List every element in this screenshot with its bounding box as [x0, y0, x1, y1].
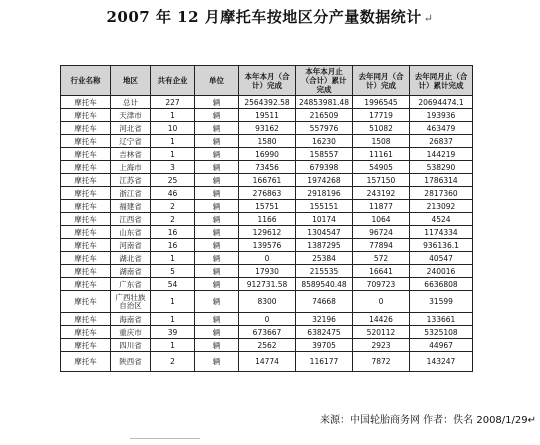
- cell-month-output: 276863: [239, 187, 296, 200]
- cell-industry: 摩托车: [61, 352, 111, 372]
- cell-unit: 辆: [195, 239, 239, 252]
- cell-month-output: 73456: [239, 161, 296, 174]
- cell-month-output: 14774: [239, 352, 296, 372]
- table-row: [61, 252, 473, 265]
- cell-lastyear-month: 572: [353, 252, 410, 265]
- cell-lastyear-month: 157150: [353, 174, 410, 187]
- header-month-output: 本年本月（合计）完成: [239, 66, 296, 96]
- cell-ytd-output: 24853981.48: [296, 96, 353, 109]
- cell-region: 广东省: [111, 278, 151, 291]
- cell-enterprises: 1: [151, 339, 195, 352]
- cell-unit: 辆: [195, 122, 239, 135]
- cell-lastyear-month: 17719: [353, 109, 410, 122]
- cell-region: 山东省: [111, 226, 151, 239]
- table-row: [61, 122, 473, 135]
- cell-ytd-output: 215535: [296, 265, 353, 278]
- cell-unit: 辆: [195, 135, 239, 148]
- cell-lastyear-month: 14426: [353, 313, 410, 326]
- cell-industry: 摩托车: [61, 187, 111, 200]
- cell-unit: 辆: [195, 200, 239, 213]
- cell-month-output: 129612: [239, 226, 296, 239]
- cell-industry: 摩托车: [61, 278, 111, 291]
- table-row: [61, 226, 473, 239]
- cell-region: 河北省: [111, 122, 151, 135]
- cell-industry: 摩托车: [61, 148, 111, 161]
- cell-unit: 辆: [195, 352, 239, 372]
- cell-lastyear-month: 77894: [353, 239, 410, 252]
- cell-month-output: 19511: [239, 109, 296, 122]
- cell-lastyear-ytd: 133661: [410, 313, 473, 326]
- cell-lastyear-ytd: 240016: [410, 265, 473, 278]
- cell-lastyear-ytd: 26837: [410, 135, 473, 148]
- cell-lastyear-ytd: 936136.1: [410, 239, 473, 252]
- table-body: [61, 96, 473, 372]
- table-row: [61, 339, 473, 352]
- cell-region: 福建省: [111, 200, 151, 213]
- cell-enterprises: 1: [151, 135, 195, 148]
- cell-ytd-output: 6382475: [296, 326, 353, 339]
- cell-enterprises: 2: [151, 213, 195, 226]
- cell-region: 江苏省: [111, 174, 151, 187]
- cell-enterprises: 1: [151, 291, 195, 313]
- header-industry: 行业名称: [61, 66, 111, 96]
- cell-lastyear-month: 16641: [353, 265, 410, 278]
- cell-ytd-output: 10174: [296, 213, 353, 226]
- cell-region: 陕西省: [111, 352, 151, 372]
- cell-unit: 辆: [195, 109, 239, 122]
- table-row: [61, 291, 473, 313]
- cell-region: 湖北省: [111, 252, 151, 265]
- cell-month-output: 0: [239, 313, 296, 326]
- cell-lastyear-month: 2923: [353, 339, 410, 352]
- table-row: [61, 148, 473, 161]
- cell-industry: 摩托车: [61, 213, 111, 226]
- cell-enterprises: 5: [151, 265, 195, 278]
- cell-industry: 摩托车: [61, 135, 111, 148]
- cell-unit: 辆: [195, 313, 239, 326]
- cell-enterprises: 16: [151, 239, 195, 252]
- cell-enterprises: 16: [151, 226, 195, 239]
- cell-ytd-output: 1974268: [296, 174, 353, 187]
- header-lastyear-ytd: 去年同月止（合计）累计完成: [410, 66, 473, 96]
- cell-ytd-output: 116177: [296, 352, 353, 372]
- cell-industry: 摩托车: [61, 326, 111, 339]
- cell-lastyear-ytd: 31599: [410, 291, 473, 313]
- table-row: [61, 109, 473, 122]
- table-row: [61, 352, 473, 372]
- cell-enterprises: 1: [151, 252, 195, 265]
- cell-industry: 摩托车: [61, 339, 111, 352]
- table-row: [61, 265, 473, 278]
- cell-lastyear-ytd: 1174334: [410, 226, 473, 239]
- table-row: [61, 213, 473, 226]
- cell-lastyear-ytd: 193936: [410, 109, 473, 122]
- cell-month-output: 912731.58: [239, 278, 296, 291]
- cell-region: 广西壮族自治区: [111, 291, 151, 313]
- cell-month-output: 1166: [239, 213, 296, 226]
- cell-region: 天津市: [111, 109, 151, 122]
- cell-ytd-output: 557976: [296, 122, 353, 135]
- divider: [130, 438, 200, 439]
- cell-enterprises: 1: [151, 148, 195, 161]
- cell-lastyear-ytd: 40547: [410, 252, 473, 265]
- cell-region: 江西省: [111, 213, 151, 226]
- title-text: 2007 年 12 月摩托车按地区分产量数据统计: [106, 8, 422, 26]
- cell-unit: 辆: [195, 213, 239, 226]
- cell-industry: 摩托车: [61, 265, 111, 278]
- cell-unit: 辆: [195, 187, 239, 200]
- cell-lastyear-ytd: 143247: [410, 352, 473, 372]
- cell-month-output: 0: [239, 252, 296, 265]
- cell-ytd-output: 2918196: [296, 187, 353, 200]
- cell-month-output: 673667: [239, 326, 296, 339]
- cell-region: 海南省: [111, 313, 151, 326]
- cell-ytd-output: 158557: [296, 148, 353, 161]
- cell-industry: 摩托车: [61, 200, 111, 213]
- cell-month-output: 2564392.58: [239, 96, 296, 109]
- cell-region: 上海市: [111, 161, 151, 174]
- cell-ytd-output: 74668: [296, 291, 353, 313]
- table-row: [61, 174, 473, 187]
- cell-month-output: 15751: [239, 200, 296, 213]
- cell-month-output: 139576: [239, 239, 296, 252]
- cell-lastyear-ytd: 144219: [410, 148, 473, 161]
- cell-enterprises: 54: [151, 278, 195, 291]
- cell-lastyear-month: 1064: [353, 213, 410, 226]
- cell-ytd-output: 8589540.48: [296, 278, 353, 291]
- cell-unit: 辆: [195, 174, 239, 187]
- cell-enterprises: 2: [151, 200, 195, 213]
- cell-enterprises: 2: [151, 352, 195, 372]
- cell-enterprises: 10: [151, 122, 195, 135]
- paragraph-mark: ↵: [423, 12, 434, 25]
- header-lastyear-month: 去年同月（合计）完成: [353, 66, 410, 96]
- table-row: [61, 135, 473, 148]
- cell-lastyear-month: 709723: [353, 278, 410, 291]
- cell-month-output: 93162: [239, 122, 296, 135]
- cell-region: 湖南省: [111, 265, 151, 278]
- cell-ytd-output: 32196: [296, 313, 353, 326]
- cell-month-output: 1580: [239, 135, 296, 148]
- cell-lastyear-ytd: 1786314: [410, 174, 473, 187]
- cell-ytd-output: 25384: [296, 252, 353, 265]
- header-ytd-output: 本年本月止（合计）累计完成: [296, 66, 353, 96]
- cell-unit: 辆: [195, 96, 239, 109]
- cell-ytd-output: 1304547: [296, 226, 353, 239]
- cell-industry: 摩托车: [61, 226, 111, 239]
- cell-enterprises: 25: [151, 174, 195, 187]
- table-row: [61, 239, 473, 252]
- cell-industry: 摩托车: [61, 161, 111, 174]
- header-unit: 单位: [195, 66, 239, 96]
- cell-enterprises: 227: [151, 96, 195, 109]
- cell-lastyear-month: 520112: [353, 326, 410, 339]
- header-region: 地区: [111, 66, 151, 96]
- cell-enterprises: 3: [151, 161, 195, 174]
- cell-industry: 摩托车: [61, 96, 111, 109]
- cell-region: 吉林省: [111, 148, 151, 161]
- cell-lastyear-month: 51082: [353, 122, 410, 135]
- cell-ytd-output: 1387295: [296, 239, 353, 252]
- production-table: [60, 65, 473, 372]
- cell-unit: 辆: [195, 226, 239, 239]
- header-enterprises: 共有企业: [151, 66, 195, 96]
- cell-region: 重庆市: [111, 326, 151, 339]
- cell-lastyear-ytd: 44967: [410, 339, 473, 352]
- cell-region: 浙江省: [111, 187, 151, 200]
- cell-month-output: 166761: [239, 174, 296, 187]
- cell-ytd-output: 216509: [296, 109, 353, 122]
- table-row: [61, 278, 473, 291]
- cell-region: 辽宁省: [111, 135, 151, 148]
- cell-unit: 辆: [195, 148, 239, 161]
- cell-ytd-output: 155151: [296, 200, 353, 213]
- cell-unit: 辆: [195, 291, 239, 313]
- cell-enterprises: 39: [151, 326, 195, 339]
- cell-unit: 辆: [195, 339, 239, 352]
- cell-month-output: 16990: [239, 148, 296, 161]
- cell-lastyear-month: 243192: [353, 187, 410, 200]
- table-row: [61, 200, 473, 213]
- cell-lastyear-month: 11877: [353, 200, 410, 213]
- cell-enterprises: 46: [151, 187, 195, 200]
- cell-region: 河南省: [111, 239, 151, 252]
- cell-lastyear-month: 11161: [353, 148, 410, 161]
- cell-region: 四川省: [111, 339, 151, 352]
- cell-industry: 摩托车: [61, 174, 111, 187]
- cell-industry: 摩托车: [61, 109, 111, 122]
- cell-lastyear-ytd: 463479: [410, 122, 473, 135]
- cell-unit: 辆: [195, 265, 239, 278]
- cell-industry: 摩托车: [61, 313, 111, 326]
- cell-industry: 摩托车: [61, 122, 111, 135]
- cell-ytd-output: 39705: [296, 339, 353, 352]
- cell-lastyear-month: 0: [353, 291, 410, 313]
- cell-lastyear-ytd: 20694474.1: [410, 96, 473, 109]
- table-header-row: [61, 66, 473, 96]
- table-row: [61, 187, 473, 200]
- cell-lastyear-month: 96724: [353, 226, 410, 239]
- cell-industry: 摩托车: [61, 239, 111, 252]
- cell-unit: 辆: [195, 326, 239, 339]
- cell-enterprises: 1: [151, 313, 195, 326]
- page-title: [0, 6, 540, 27]
- cell-month-output: 8300: [239, 291, 296, 313]
- cell-ytd-output: 679398: [296, 161, 353, 174]
- cell-unit: 辆: [195, 161, 239, 174]
- cell-industry: 摩托车: [61, 291, 111, 313]
- cell-lastyear-ytd: 538290: [410, 161, 473, 174]
- source-credit: 来源：中国轮胎商务网 作者：佚名 2008/1/29↵: [319, 415, 536, 426]
- cell-lastyear-month: 7872: [353, 352, 410, 372]
- table-row: [61, 326, 473, 339]
- cell-enterprises: 1: [151, 109, 195, 122]
- cell-unit: 辆: [195, 252, 239, 265]
- cell-lastyear-ytd: 5325108: [410, 326, 473, 339]
- cell-industry: 摩托车: [61, 252, 111, 265]
- cell-lastyear-month: 54905: [353, 161, 410, 174]
- cell-region: 总计: [111, 96, 151, 109]
- cell-lastyear-month: 1996545: [353, 96, 410, 109]
- cell-lastyear-month: 1508: [353, 135, 410, 148]
- cell-ytd-output: 16230: [296, 135, 353, 148]
- cell-month-output: 17930: [239, 265, 296, 278]
- cell-month-output: 2562: [239, 339, 296, 352]
- table-row: [61, 161, 473, 174]
- cell-unit: 辆: [195, 278, 239, 291]
- table-row: [61, 96, 473, 109]
- cell-lastyear-ytd: 4524: [410, 213, 473, 226]
- cell-lastyear-ytd: 213092: [410, 200, 473, 213]
- table-row: [61, 313, 473, 326]
- cell-lastyear-ytd: 6636808: [410, 278, 473, 291]
- cell-lastyear-ytd: 2817360: [410, 187, 473, 200]
